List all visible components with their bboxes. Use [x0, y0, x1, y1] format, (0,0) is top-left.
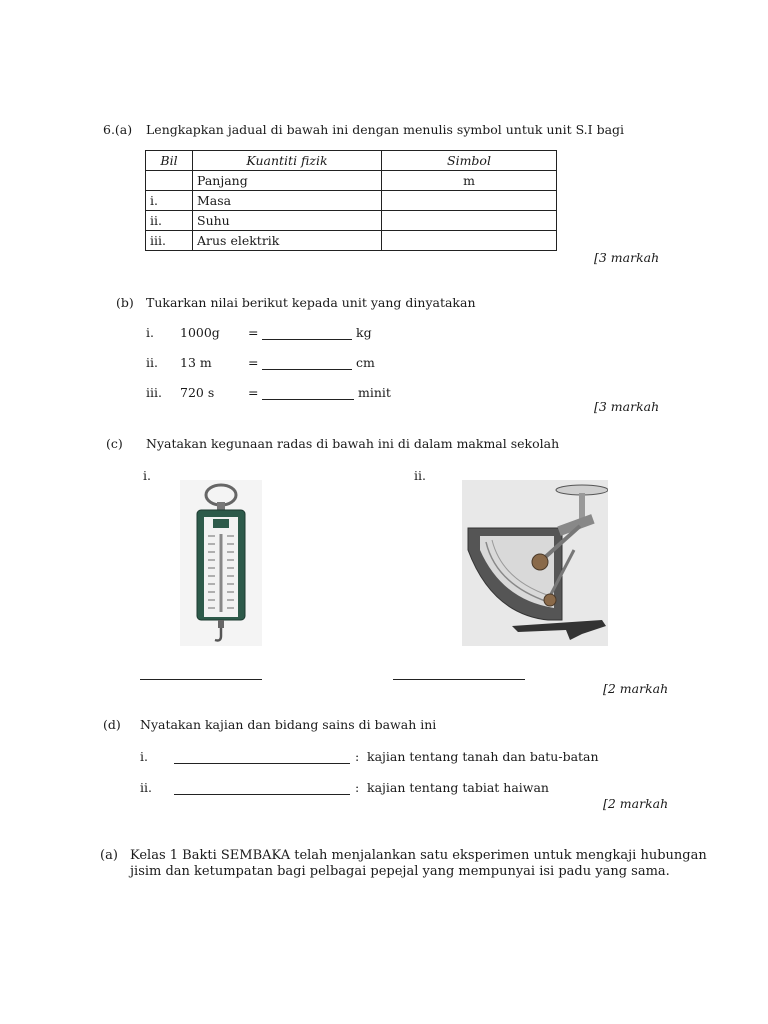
table-row	[146, 231, 557, 251]
table-row	[146, 171, 557, 191]
item-number: i.	[143, 468, 151, 483]
answer-blank[interactable]	[262, 369, 352, 370]
item-number: i.	[140, 749, 148, 764]
cell-simbol[interactable]	[382, 231, 557, 251]
item-number: ii.	[146, 355, 158, 370]
table-row	[146, 211, 557, 231]
cell-bil: ii.	[146, 211, 193, 231]
answer-blank[interactable]	[393, 679, 525, 680]
item-number: iii.	[146, 385, 162, 400]
item-description: kajian tentang tabiat haiwan	[367, 780, 549, 795]
cell-simbol[interactable]	[382, 191, 557, 211]
equals-sign: =	[248, 325, 259, 340]
equals-sign: =	[248, 385, 259, 400]
item-value: 1000g	[180, 325, 220, 340]
answer-blank[interactable]	[262, 339, 352, 340]
table-header-row	[146, 151, 557, 171]
header-bil: Bil	[146, 151, 193, 171]
cell-bil: i.	[146, 191, 193, 211]
q6c-instruction: Nyatakan kegunaan radas di bawah ini di dalam makmal sekolah	[146, 436, 560, 451]
cell-kuantiti: Suhu	[193, 211, 382, 231]
lever-balance-icon	[462, 480, 608, 646]
cell-bil: iii.	[146, 231, 193, 251]
part-label: (b)	[116, 295, 134, 310]
item-number: ii.	[414, 468, 426, 483]
item-description: kajian tentang tanah dan batu-batan	[367, 749, 599, 764]
header-kuantiti: Kuantiti fizik	[193, 151, 382, 171]
header-simbol: Simbol	[382, 151, 557, 171]
cell-kuantiti: Arus elektrik	[193, 231, 382, 251]
part-label: (c)	[106, 436, 123, 451]
item-value: 720 s	[180, 385, 215, 400]
q6b-instruction: Tukarkan nilai berikut kepada unit yang dinyatakan	[146, 295, 476, 310]
cell-kuantiti: Masa	[193, 191, 382, 211]
si-unit-table	[145, 150, 557, 251]
answer-blank[interactable]	[174, 763, 350, 764]
table-row	[146, 191, 557, 211]
question-number: 6.(a)	[103, 122, 133, 137]
cell-kuantiti: Panjang	[193, 171, 382, 191]
marks-label: [3 markah	[594, 250, 660, 265]
part-label: (d)	[103, 717, 121, 732]
colon: :	[355, 780, 360, 795]
item-number: i.	[146, 325, 154, 340]
part-label: (a)	[100, 848, 118, 863]
answer-blank[interactable]	[262, 399, 354, 400]
item-number: ii.	[140, 780, 152, 795]
item-unit: kg	[356, 325, 372, 340]
answer-blank[interactable]	[174, 794, 350, 795]
item-value: 13 m	[180, 355, 212, 370]
cell-simbol[interactable]: m	[382, 171, 557, 191]
q7a-text-line2: jisim dan ketumpatan bagi pelbagai pepejal yang mempunyai isi padu yang sama.	[130, 864, 670, 879]
cell-bil	[146, 171, 193, 191]
q7a-text-line1: Kelas 1 Bakti SEMBAKA telah menjalankan satu eksperimen untuk mengkaji hubungan	[130, 848, 707, 863]
answer-blank[interactable]	[140, 679, 262, 680]
equals-sign: =	[248, 355, 259, 370]
marks-label: [2 markah	[603, 681, 669, 696]
marks-label: [2 markah	[603, 796, 669, 811]
q6d-instruction: Nyatakan kajian dan bidang sains di bawah ini	[140, 717, 437, 732]
item-unit: minit	[358, 385, 391, 400]
marks-label: [3 markah	[594, 399, 660, 414]
colon: :	[355, 749, 360, 764]
cell-simbol[interactable]	[382, 211, 557, 231]
spring-balance-icon	[180, 480, 262, 646]
item-unit: cm	[356, 355, 375, 370]
q6a-instruction: Lengkapkan jadual di bawah ini dengan menulis symbol untuk unit S.I bagi	[146, 122, 625, 137]
